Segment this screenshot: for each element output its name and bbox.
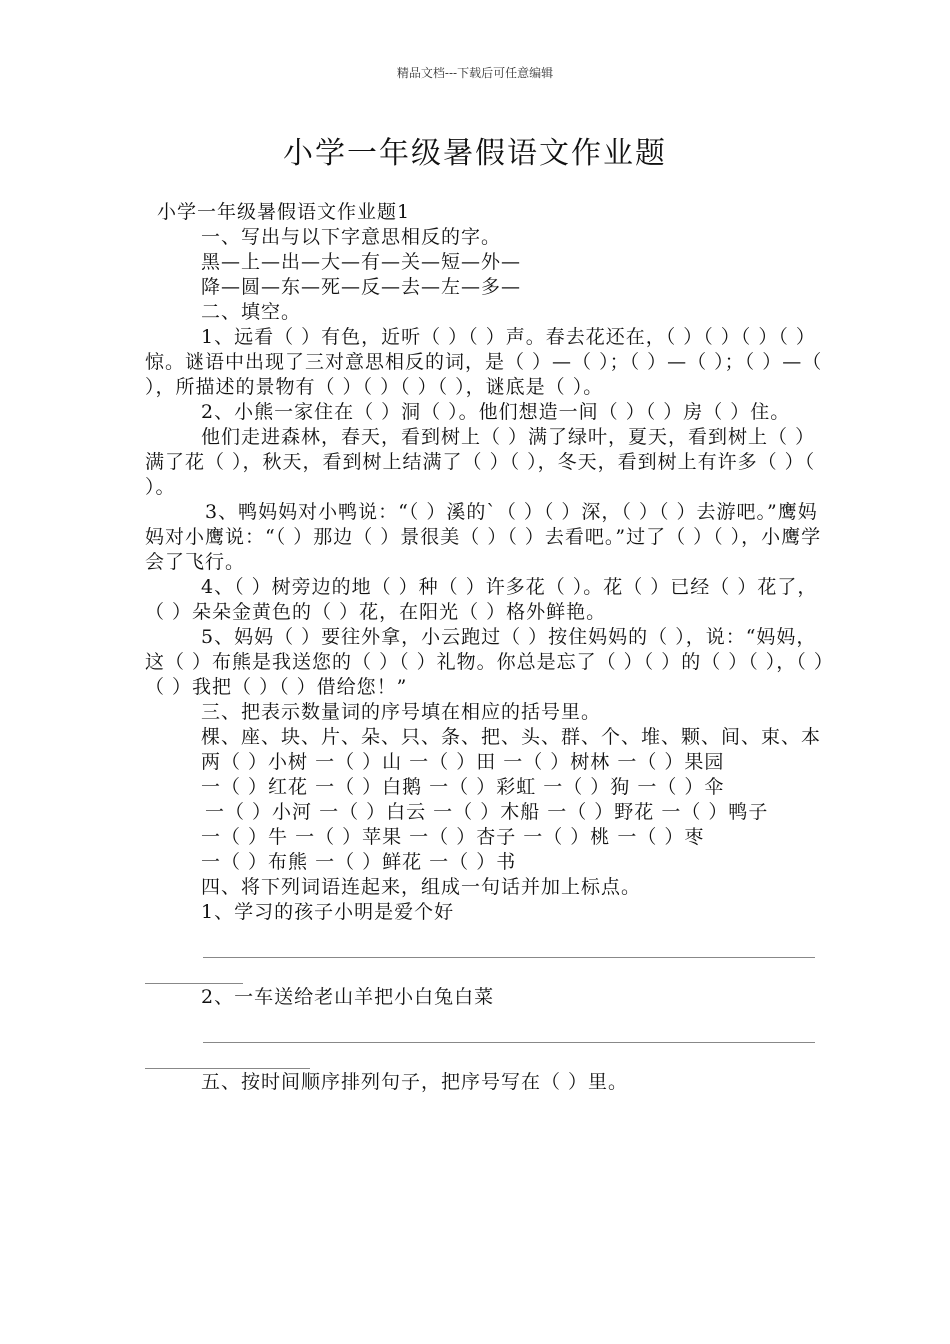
section-line: 一（ ）布熊 一（ ）鲜花 一（ ）书: [201, 851, 517, 873]
section-line: 两（ ）小树 一（ ）山 一（ ）田 一（ ）树林 一（ ）果园: [201, 751, 725, 773]
section-line: 4、（ ）树旁边的地（ ）种（ ）许多花（ ）。花（ ）已经（ ）花了，（ ）朵朵金黄色的（ ）花，在阳光（ ）格外鲜艳。: [145, 576, 818, 623]
answer-line[interactable]: [145, 1010, 825, 1048]
section-line: 二、填空。: [201, 301, 302, 323]
page-title: 小学一年级暑假语文作业题: [283, 136, 667, 171]
section-line: 棵、座、块、片、朵、只、条、把、头、群、个、堆、颗、间、束、本: [201, 726, 822, 748]
answer-underline: [203, 1042, 815, 1043]
section-line: 5、妈妈（ ）要往外拿，小云跑过（ ）按住妈妈的（ ），说：“妈妈，这（ ）布熊是我送您的（ ）（ ）礼物。你总是忘了（ ）（ ）的（ ）（ ），（ ）（ ）我把（ ）（ ）借给您！”: [145, 626, 825, 698]
answer-underline: [145, 983, 243, 984]
section-line: 他们走进森林，春天，看到树上（ ）满了绿叶，夏天，看到树上（ ）满了花（ ），秋天，看到树上结满了（ ）（ ），冬天，看到树上有许多（ ）（ ）。: [145, 426, 816, 498]
answer-line[interactable]: [145, 925, 825, 963]
section-line: 2、小熊一家住在（ ）洞（ ）。他们想造一间（ ）（ ）房（ ）住。: [201, 401, 791, 423]
section-line: 黑—上—出—大—有—关—短—外—: [201, 251, 522, 273]
answer-underline: [203, 957, 815, 958]
section-line: 一（ ）牛 一（ ）苹果 一（ ）杏子 一（ ）桃 一（ ）枣: [201, 826, 705, 848]
section-line: 降—圆—东—死—反—去—左—多—: [201, 276, 522, 298]
section-line: 3、鸭妈妈对小鸭说：“（ ）溪的`（ ）（ ）深，（ ）（ ）去游吧。”鹰妈妈对小鹰说：“（ ）那边（ ）景很美（ ）（ ）去看吧。”过了（ ）（ ），小鹰学会了飞行。: [145, 501, 822, 573]
section-line: 一、写出与以下字意思相反的字。: [201, 226, 502, 248]
page-header: 精品文档---下载后可任意编辑: [396, 66, 554, 80]
section-line: 1、学习的孩子小明是爱个好: [201, 901, 455, 923]
section-line: 一（ ）红花 一（ ）白鹅 一（ ）彩虹 一（ ）狗 一（ ）伞: [201, 776, 725, 798]
section-five-heading: 五、按时间顺序排列句子，把序号写在（ ）里。: [201, 1071, 629, 1093]
section-line: 三、把表示数量词的序号填在相应的括号里。: [201, 701, 602, 723]
question-2: 2、一车送给老山羊把小白兔白菜: [201, 986, 495, 1008]
section-line: 一（ ）小河 一（ ）白云 一（ ）木船 一（ ）野花 一（ ）鸭子: [205, 801, 769, 823]
section-line: 1、远看（ ）有色，近听（ ）（ ）声。春去花还在，（ ）（ ）（ ）（ ）惊。谜语中出现了三对意思相反的词，是（ ）—（ ）；（ ）—（ ）；（ ）—（ ），所描述的景物有（ ）（ ）（ ）（ ），谜底是（ ）。: [145, 326, 823, 398]
document-body: [145, 200, 825, 1095]
subtitle: 小学一年级暑假语文作业题1: [157, 201, 411, 223]
answer-underline: [145, 1068, 310, 1069]
section-line: 四、将下列词语连起来，组成一句话并加上标点。: [201, 876, 642, 898]
